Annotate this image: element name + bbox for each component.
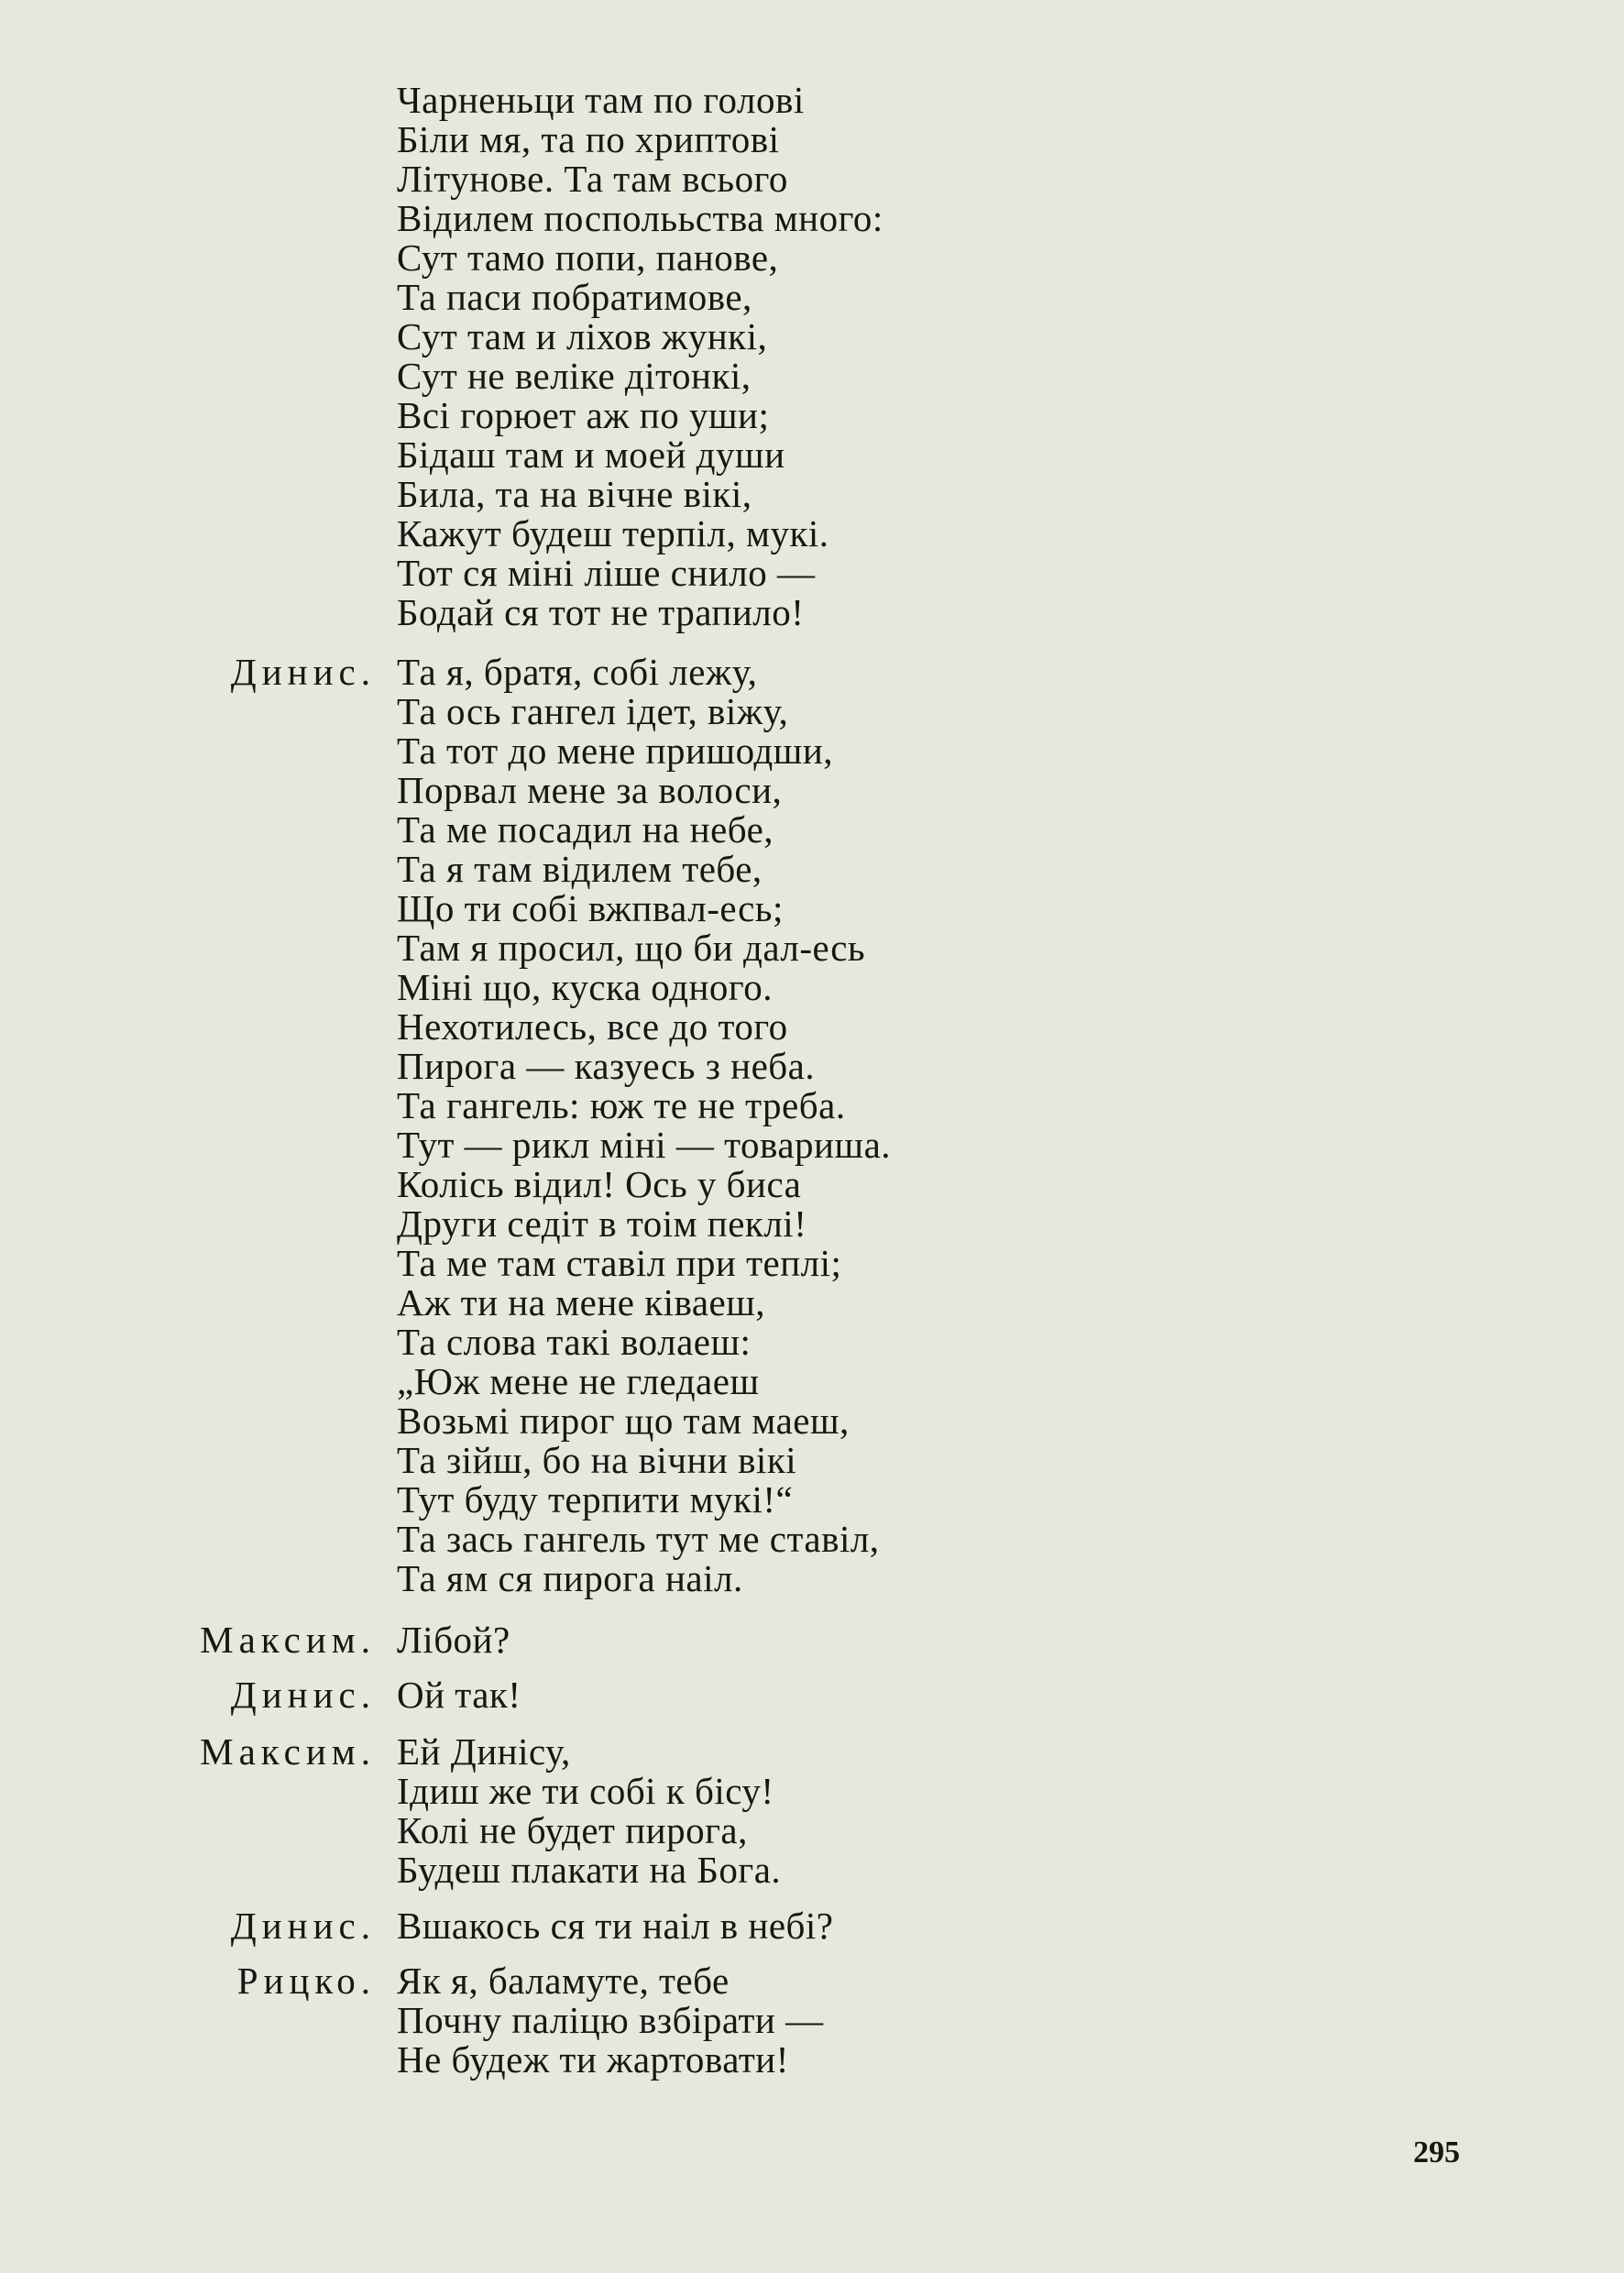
verse-line: Там я просил, що би дал-есь	[397, 927, 866, 969]
verse-lines	[397, 81, 883, 632]
verse-line: Біли мя, та по хриптові	[397, 118, 780, 160]
verse-line: Та паси побратимове,	[397, 276, 752, 318]
verse-line: Та ось гангел ідет, віжу,	[397, 690, 789, 732]
verse-line: Міні що, куска одного.	[397, 966, 773, 1008]
verse-line: Возьмі пирог що там маеш,	[397, 1400, 850, 1442]
verse-line: Почну паліцю взбірати —	[397, 1999, 824, 2041]
verse-line: Ей Динісу,	[397, 1730, 571, 1773]
verse-line: Всі горюет аж по уши;	[397, 394, 770, 436]
verse-line: Била, та на вічне вікі,	[397, 473, 752, 515]
verse-line: Кажут будеш терпіл, мукі.	[397, 512, 829, 555]
page-number: 295	[1413, 2136, 1460, 2169]
verse-line: Тут — рикл міні — товариша.	[397, 1124, 892, 1166]
verse-line: Та тот до мене пришодши,	[397, 730, 834, 772]
verse-line: Колі не будет пирога,	[397, 1809, 748, 1851]
verse-line: Аж ти на мене ківаеш,	[397, 1281, 766, 1323]
verse-line: Порвал мене за волоси,	[397, 769, 783, 811]
verse-line: Не будеж ти жартовати!	[397, 2038, 789, 2081]
verse-line: Та я там відилем тебе,	[397, 848, 763, 890]
verse-line: Та гангель: юж те не треба.	[397, 1084, 846, 1126]
verse-line: Та ме посадил на небе,	[397, 808, 774, 851]
verse-lines	[397, 1620, 510, 1660]
verse-line: Та я, братя, собі лежу,	[397, 651, 758, 693]
speaker-name: Максим.	[200, 1730, 376, 1773]
verse-line: Сут тамо попи, панове,	[397, 236, 779, 279]
verse-line: Та ям ся пирога наіл.	[397, 1557, 743, 1599]
verse-line: Вшакось ся ти наіл в небі?	[397, 1905, 834, 1947]
verse-line: Тот ся міні ліше снило —	[397, 552, 816, 594]
verse-line: Колісь відил! Ось у биса	[397, 1163, 802, 1205]
verse-line: Бідаш там и моей души	[397, 434, 785, 476]
verse-line: Як я, баламуте, тебе	[397, 1960, 730, 2002]
verse-lines	[397, 653, 891, 1598]
verse-line: Нехотилесь, все до того	[397, 1005, 788, 1048]
verse-line: Сут не веліке дітонкі,	[397, 355, 752, 397]
verse-line: Бодай ся тот не трапило!	[397, 591, 805, 633]
verse-line: Та ме там ставіл при теплі;	[397, 1242, 842, 1284]
verse-line: Ідиш же ти собі к бісу!	[397, 1770, 774, 1812]
verse-line: Та слова такі волаеш:	[397, 1321, 752, 1363]
verse-line: Відилем посполььства много:	[397, 197, 883, 239]
verse-line: Сут там и ліхов жункі,	[397, 315, 768, 357]
verse-lines	[397, 1675, 521, 1715]
verse-line: Тут буду терпити мукі!“	[397, 1478, 794, 1521]
verse-lines	[397, 1906, 833, 1946]
speaker-name: Динис.	[230, 651, 376, 693]
speaker-name: Динис.	[230, 1905, 376, 1947]
speaker-name: Рицко.	[236, 1960, 376, 2002]
verse-line: „Юж мене не гледаеш	[397, 1360, 760, 1402]
speaker-name: Максим.	[200, 1619, 376, 1661]
verse-line: Будеш плакати на Бога.	[397, 1849, 782, 1891]
verse-line: Та зійш, бо на вічни вікі	[397, 1439, 797, 1481]
verse-line: Лібой?	[397, 1619, 510, 1661]
verse-lines	[397, 1961, 824, 2080]
verse-line: Ой так!	[397, 1674, 521, 1716]
verse-line: Що ти собі вжпвал-есь;	[397, 887, 784, 929]
verse-line: Пирога — казуесь з неба.	[397, 1045, 816, 1087]
verse-lines	[397, 1732, 781, 1890]
verse-line: Літунове. Та там всього	[397, 158, 788, 200]
verse-line: Други седіт в тоім пеклі!	[397, 1202, 807, 1245]
verse-line: Та зась гангель тут ме ставіл,	[397, 1518, 880, 1560]
speaker-name: Динис.	[230, 1674, 376, 1716]
verse-line: Чарненьци там по голові	[397, 79, 805, 121]
